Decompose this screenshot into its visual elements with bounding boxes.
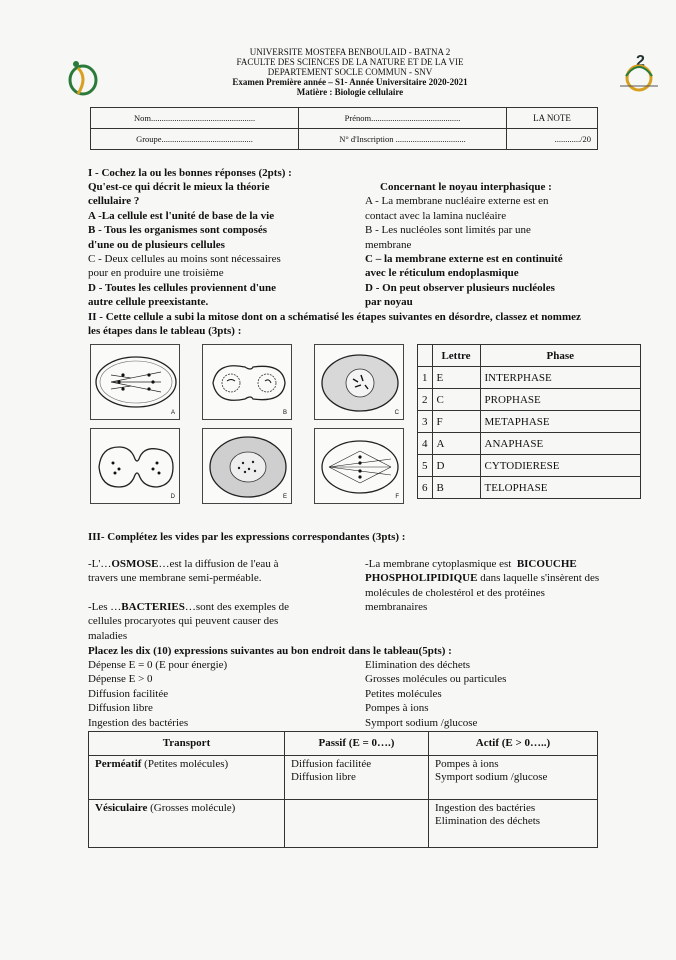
- section1-title: I - Cochez la ou les bonnes réponses (2pts) :: [88, 167, 292, 179]
- header-faculty: FACULTE DES SCIENCES DE LA NATURE ET DE LA VIE: [236, 57, 464, 67]
- anaphase-cell-drawing: [91, 345, 181, 421]
- list-item: Ingestion des bactéries: [88, 716, 189, 729]
- row-phase[interactable]: CYTODIERESE: [480, 455, 641, 477]
- fill-blank-2-line2: cellules procaryotes qui peuvent causer des: [88, 615, 279, 628]
- header-university: UNIVERSITE MOSTEFA BENBOULAID - BATNA 2: [249, 47, 451, 57]
- row-number: 4: [418, 433, 433, 455]
- section4-title: Placez les dix (10) expressions suivantes au bon endroit dans le tableau(5pts) :: [88, 645, 452, 657]
- permeatif-actif-cell[interactable]: [429, 756, 598, 800]
- blank3-answer-a[interactable]: BICOUCHE: [516, 558, 577, 570]
- nom-field[interactable]: Nom.................................................: [91, 108, 299, 129]
- row-letter[interactable]: F: [432, 411, 480, 433]
- q1-question: Qu'est-ce qui décrit le mieux la théorie: [88, 181, 270, 193]
- header-subject: Matière : Biologie cellulaire: [296, 87, 404, 97]
- row-number: 5: [418, 455, 433, 477]
- permeatif-passif-cell[interactable]: [285, 756, 429, 800]
- expressions-left-list: [88, 658, 348, 730]
- row-number: 3: [418, 411, 433, 433]
- fill-blank-1-line2: travers une membrane semi-perméable.: [88, 572, 262, 585]
- fill-blank-2: [88, 600, 348, 614]
- list-item: Dépense E = 0 (E pour énergie): [88, 659, 228, 671]
- list-item: Grosses molécules ou particules: [365, 673, 507, 686]
- row-phase[interactable]: TELOPHASE: [480, 477, 641, 499]
- blank3-suffix: dans laquelle s'insèrent des: [477, 572, 600, 585]
- q1-question-2: cellulaire ?: [88, 195, 140, 208]
- vesiculaire-passif-cell[interactable]: [285, 800, 429, 848]
- header-exam: Examen Première année – S1- Année Universitaire 2020-2021: [232, 77, 468, 87]
- panel-label-a: A: [170, 410, 175, 416]
- exam-header: [150, 47, 550, 97]
- mitosis-panel-e: [202, 428, 292, 504]
- q2-option-b-2: membrane: [365, 238, 412, 251]
- row-phase[interactable]: INTERPHASE: [480, 367, 641, 389]
- row-number: 2: [418, 389, 433, 411]
- mitosis-panel-a: [90, 344, 180, 420]
- student-info-table: [90, 107, 598, 150]
- transport-header: Transport: [89, 732, 285, 756]
- section2-title-line1: II - Cette cellule a subi la mitose dont on a schématisé les étapes suivantes en désordre, classez et nommez: [88, 311, 581, 323]
- row-letter[interactable]: C: [432, 389, 480, 411]
- vesiculaire-actif-cell[interactable]: [429, 800, 598, 848]
- vesiculaire-label: [89, 800, 285, 848]
- mitosis-panel-f: [314, 428, 404, 504]
- list-item: Diffusion facilitée: [88, 687, 169, 700]
- cell-line: Ingestion des bactéries: [435, 802, 536, 814]
- q1-option-a[interactable]: A -La cellule est l'unité de base de la vie: [88, 209, 275, 222]
- blank1-suffix: …est la diffusion de l'eau à: [158, 558, 279, 570]
- fill-blank-3-line2: [365, 571, 655, 585]
- row-phase[interactable]: METAPHASE: [480, 411, 641, 433]
- q1-option-b[interactable]: B - Tous les organismes sont composés: [88, 224, 268, 237]
- panel-label-c: C: [394, 410, 399, 416]
- blank2-answer[interactable]: BACTERIES: [121, 600, 185, 613]
- row-letter[interactable]: A: [432, 433, 480, 455]
- cell-line: Elimination des déchets: [435, 815, 541, 827]
- row-number: 1: [418, 367, 433, 389]
- phase-header-letter: Lettre: [432, 345, 480, 367]
- section3-right-column: [365, 557, 655, 615]
- fill-blank-3-line3: molécules de cholestérol et des protéines: [365, 586, 545, 599]
- section3-title: III- Complétez les vides par les expressions correspondantes (3pts) :: [88, 531, 406, 543]
- q1-option-c[interactable]: C - Deux cellules au moins sont nécessaires: [88, 253, 281, 266]
- table-row: [418, 433, 641, 455]
- expressions-right-list: [365, 658, 645, 730]
- permeatif-label-rest: (Petites molécules): [141, 758, 229, 770]
- table-row: [418, 411, 641, 433]
- row-number: 6: [418, 477, 433, 499]
- groupe-field[interactable]: Groupe...........................................: [91, 129, 299, 150]
- prophase-cell-drawing: [315, 345, 405, 421]
- blank2-suffix: …sont des exemples de: [184, 600, 290, 613]
- mitosis-panel-d: [90, 428, 180, 504]
- cytodieresis-cell-drawing: [91, 429, 181, 505]
- table-row: [418, 477, 641, 499]
- permeatif-label-bold: Perméatif: [95, 758, 142, 770]
- q2-option-a[interactable]: A - La membrane nucléaire externe est en: [365, 195, 549, 208]
- permeatif-label: [89, 756, 285, 800]
- blank2-prefix: -Les …: [88, 600, 122, 613]
- blank1-answer[interactable]: OSMOSE: [111, 558, 159, 570]
- section2-title: [88, 310, 658, 339]
- table-row: [89, 756, 598, 800]
- q2-option-d-2: par noyau: [365, 296, 413, 309]
- vesiculaire-label-rest: (Grosses molécule): [147, 802, 236, 814]
- section3-left-column: [88, 557, 348, 643]
- fill-blank-3-line4: membranaires: [365, 601, 428, 614]
- university-logo-left: [68, 58, 98, 104]
- blank3-prefix: -La membrane cytoplasmique est: [365, 558, 512, 570]
- interphase-cell-drawing: [203, 429, 293, 505]
- q2-option-a-2: contact avec la lamina nucléaire: [365, 209, 507, 222]
- section1-right-column: [365, 180, 645, 310]
- panel-label-b: B: [282, 410, 287, 416]
- university-logo-right: [614, 52, 664, 94]
- row-letter[interactable]: E: [432, 367, 480, 389]
- passif-header: Passif (E = 0….): [285, 732, 429, 756]
- fill-blank-3: [365, 557, 655, 571]
- cell-line: Pompes à ions: [435, 758, 499, 770]
- svg-text:2: 2: [636, 53, 645, 70]
- q1-option-b-2: d'une ou de plusieurs cellules: [88, 238, 225, 251]
- q1-option-c-2: pour en produire une troisième: [88, 267, 224, 280]
- table-row: [418, 455, 641, 477]
- q1-option-d-2: autre cellule preexistante.: [88, 296, 209, 309]
- metaphase-cell-drawing: [315, 429, 405, 505]
- list-item: Elimination des déchets: [365, 659, 471, 671]
- q2-option-c-2: avec le réticulum endoplasmique: [365, 267, 519, 280]
- vesiculaire-label-bold: Vésiculaire: [95, 802, 148, 814]
- phase-table-corner: [418, 345, 433, 367]
- section2-title-line2: les étapes dans le tableau (3pts) :: [88, 325, 242, 338]
- fill-blank-2-line3: maladies: [88, 629, 128, 642]
- mitosis-phase-table: [417, 344, 641, 499]
- inscription-field[interactable]: N° d'Inscription .................................: [299, 129, 507, 150]
- section1-left-column: [88, 180, 358, 310]
- blank3-answer-b[interactable]: PHOSPHOLIPIDIQUE: [365, 572, 478, 585]
- blank1-prefix: -L'…: [88, 558, 112, 570]
- row-letter[interactable]: B: [432, 477, 480, 499]
- mitosis-panel-b: [202, 344, 292, 420]
- telophase-cell-drawing: [203, 345, 293, 421]
- list-item: Petites molécules: [365, 687, 442, 700]
- panel-label-e: E: [282, 494, 287, 500]
- q1-option-d[interactable]: D - Toutes les cellules proviennent d'une: [88, 281, 277, 294]
- table-row: [89, 800, 598, 848]
- table-row: [418, 389, 641, 411]
- list-item: Symport sodium /glucose: [365, 716, 478, 729]
- cell-line: Symport sodium /glucose: [435, 771, 548, 783]
- actif-header: Actif (E > 0…..): [429, 732, 598, 756]
- q2-option-c[interactable]: C – la membrane externe est en continuité: [365, 253, 563, 266]
- q2-question: Concernant le noyau interphasique :: [380, 181, 552, 193]
- panel-label-d: D: [170, 494, 175, 500]
- note-label: LA NOTE: [507, 108, 598, 129]
- mitosis-panel-c: [314, 344, 404, 420]
- cell-line: Diffusion facilitée: [291, 758, 372, 770]
- panel-label-f: F: [395, 494, 399, 500]
- transport-table: [88, 731, 598, 848]
- prenom-field[interactable]: Prénom..........................................: [299, 108, 507, 129]
- table-row: [418, 367, 641, 389]
- row-phase[interactable]: ANAPHASE: [480, 433, 641, 455]
- header-department: DEPARTEMENT SOCLE COMMUN - SNV: [267, 67, 433, 77]
- list-item: Pompes à ions: [365, 702, 429, 715]
- row-phase[interactable]: PROPHASE: [480, 389, 641, 411]
- phase-header-phase: Phase: [480, 345, 641, 367]
- q2-option-d[interactable]: D - On peut observer plusieurs nucléoles: [365, 281, 555, 294]
- fill-blank-1: [88, 557, 348, 571]
- q2-option-b[interactable]: B - Les nucléoles sont limités par une: [365, 224, 531, 237]
- cell-line: Diffusion libre: [291, 771, 356, 783]
- list-item: Dépense E > 0: [88, 673, 153, 686]
- list-item: Diffusion libre: [88, 702, 153, 715]
- row-letter[interactable]: D: [432, 455, 480, 477]
- note-value[interactable]: ............/20: [507, 129, 598, 150]
